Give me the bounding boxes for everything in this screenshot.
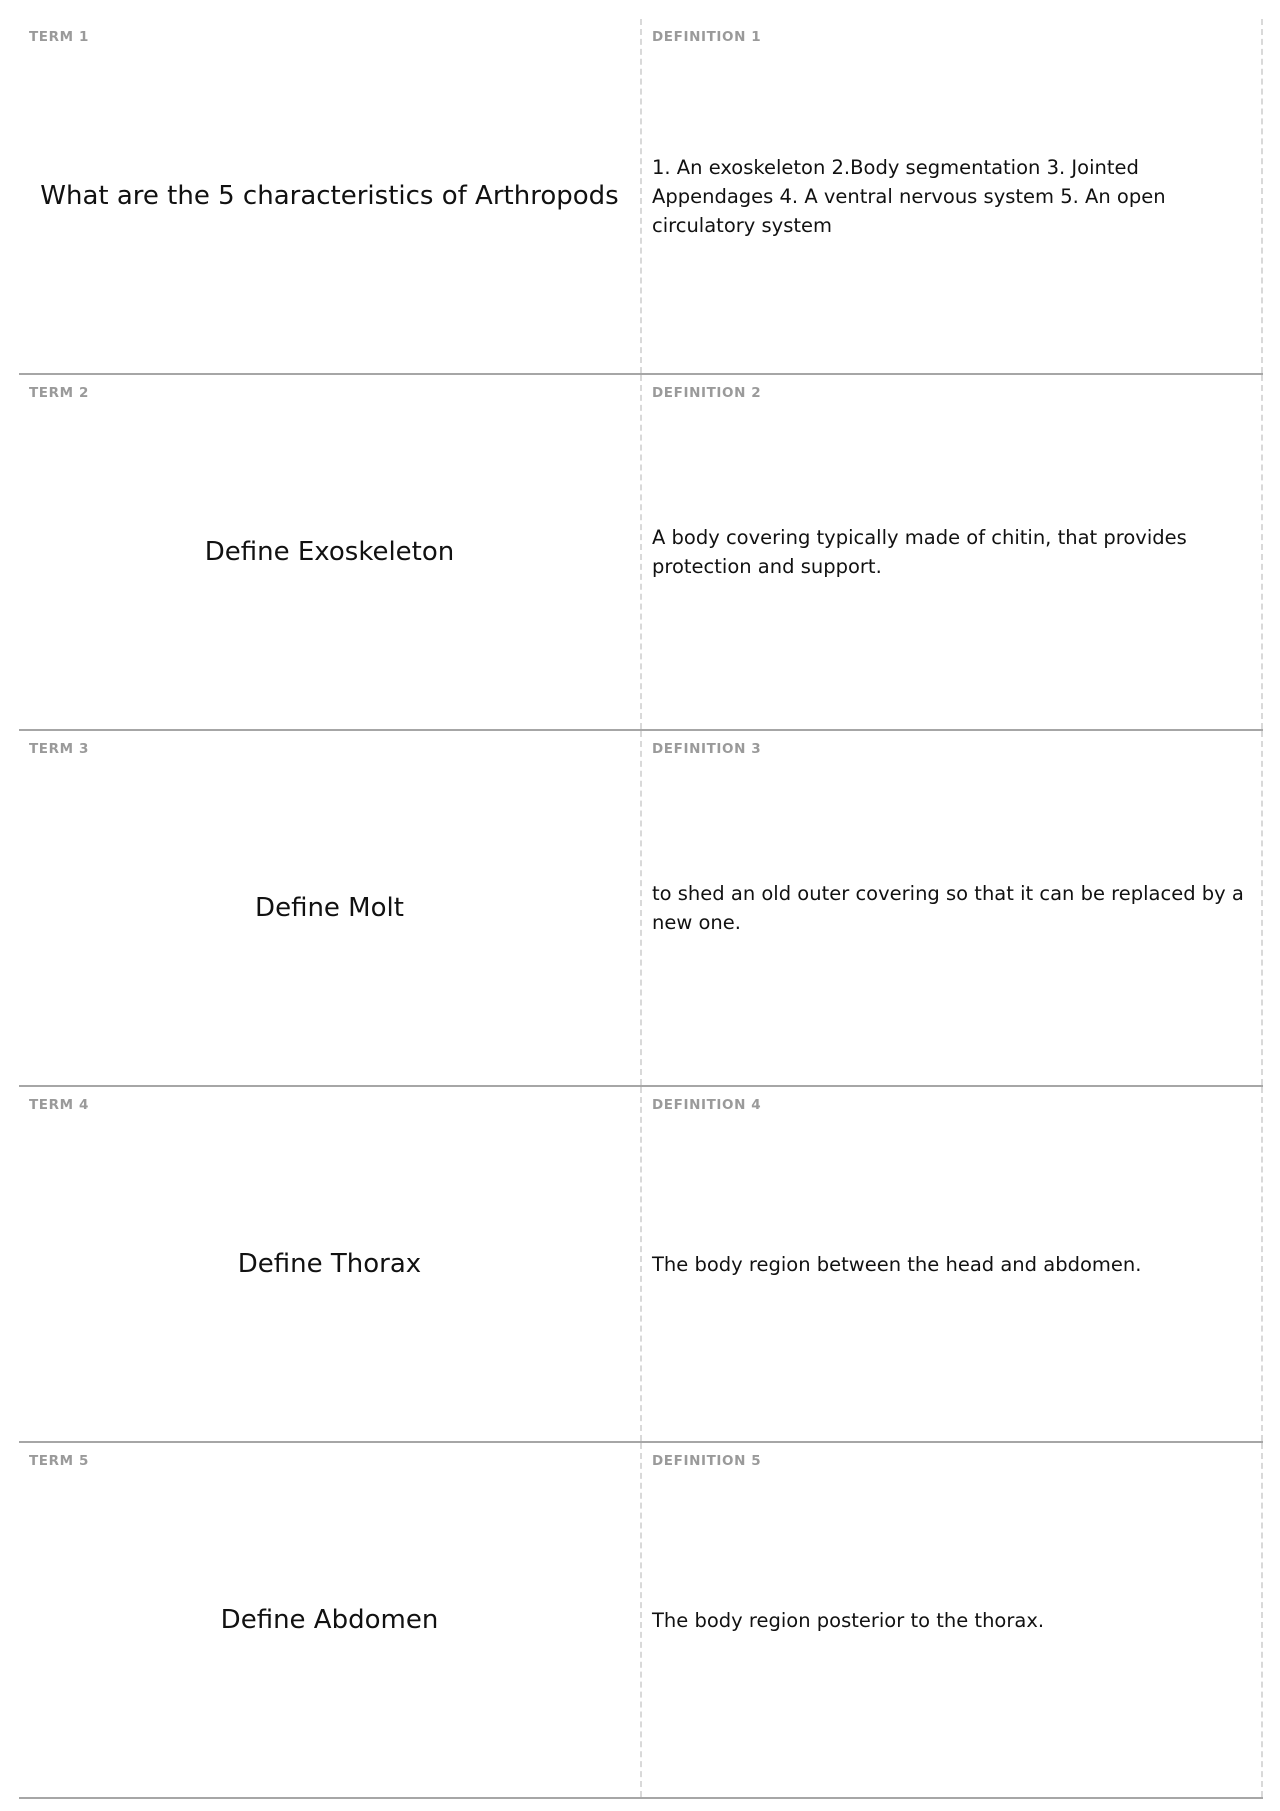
- definition-label: DEFINITION 3: [652, 741, 762, 757]
- flashcard-row-2: [19, 375, 1263, 731]
- definition-label: DEFINITION 5: [652, 1453, 762, 1469]
- term-cell: [19, 375, 642, 729]
- term-text: What are the 5 characteristics of Arthropods: [40, 180, 619, 211]
- definition-text: A body covering typically made of chitin, that provides protection and support.: [652, 526, 1187, 578]
- flashcard-row-3: [19, 731, 1263, 1087]
- definition-cell: [642, 1443, 1263, 1797]
- definition-label: DEFINITION 1: [652, 29, 762, 45]
- definition-cell: [642, 375, 1263, 729]
- term-cell: [19, 1443, 642, 1797]
- term-text: Define Exoskeleton: [204, 536, 455, 567]
- term-label: TERM 5: [29, 1453, 89, 1469]
- term-cell: [19, 731, 642, 1085]
- flashcard-sheet: [19, 19, 1263, 1799]
- term-label: TERM 1: [29, 29, 89, 45]
- definition-text: to shed an old outer covering so that it can be replaced by a new one.: [652, 882, 1244, 934]
- definition-cell: [642, 19, 1263, 373]
- term-text: Define Thorax: [237, 1248, 422, 1279]
- definition-label: DEFINITION 2: [652, 385, 762, 401]
- term-label: TERM 4: [29, 1097, 89, 1113]
- definition-text: The body region between the head and abdomen.: [652, 1252, 1142, 1276]
- term-text: Define Molt: [255, 892, 404, 923]
- definition-cell: [642, 731, 1263, 1085]
- term-label: TERM 2: [29, 385, 89, 401]
- term-cell: [19, 1087, 642, 1441]
- flashcard-row-1: [19, 19, 1263, 375]
- term-label: TERM 3: [29, 741, 89, 757]
- flashcard-row-5: [19, 1443, 1263, 1799]
- term-cell: [19, 19, 642, 373]
- definition-text: 1. An exoskeleton 2.Body segmentation 3. Jointed Appendages 4. A ventral nervous system 5. An open circulatory system: [652, 155, 1166, 237]
- definition-text: The body region posterior to the thorax.: [652, 1608, 1045, 1632]
- term-text: Define Abdomen: [220, 1604, 439, 1635]
- definition-label: DEFINITION 4: [652, 1097, 762, 1113]
- definition-cell: [642, 1087, 1263, 1441]
- flashcard-row-4: [19, 1087, 1263, 1443]
